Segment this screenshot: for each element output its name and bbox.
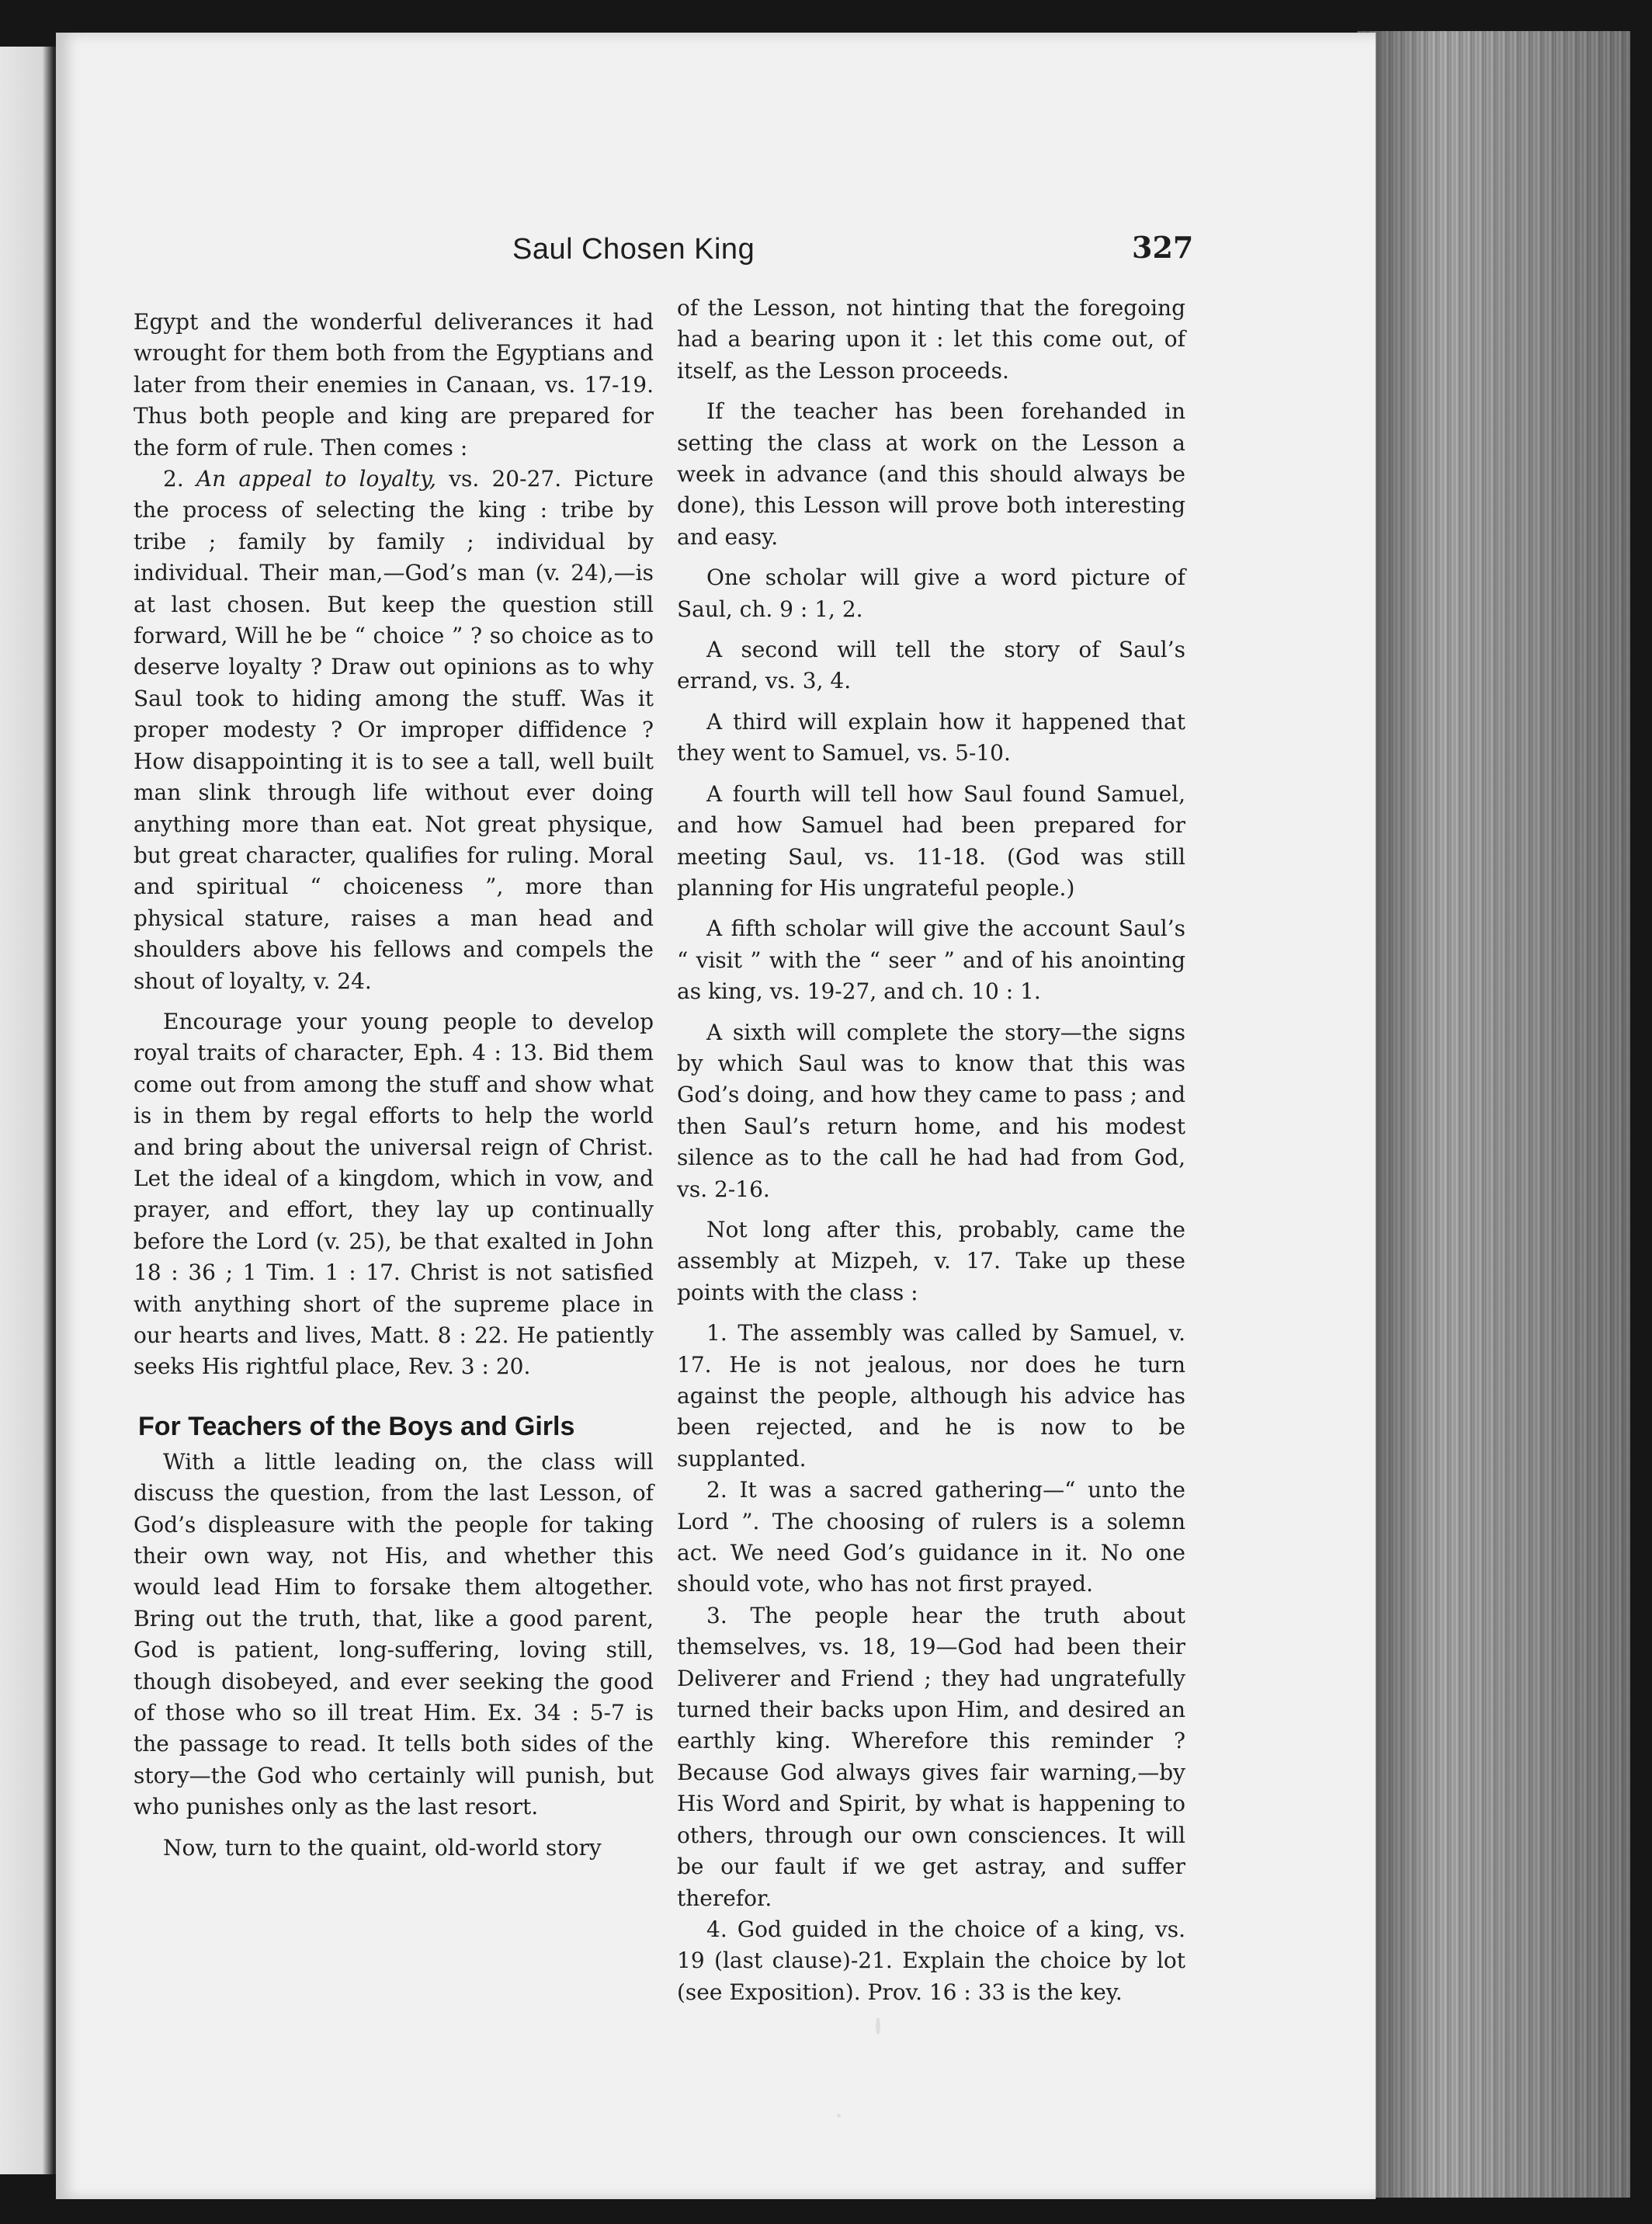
page-number: 327 (1132, 230, 1194, 265)
paragraph: A fifth scholar will give the account Saul’s “ visit ” with the “ seer ” and of his anointing as king, vs. 19-27, and ch. 10 : 1. (677, 916, 1185, 1005)
paragraph: A third will explain how it happened that they went to Samuel, vs. 5-10. (677, 708, 1185, 766)
paragraph: A fourth will tell how Saul found Samuel, and how Samuel had been prepared for meeting Saul, vs. 11-18. (God was still planning for His ungrateful people.) (677, 780, 1185, 901)
list-item: 4. God guided in the choice of a king, vs. 19 (last clause)-21. Explain the choice by lot (see Exposition). Prov. 16 : 33 is the key. (677, 1916, 1185, 2005)
paragraph-appeal-to-loyalty (134, 464, 654, 997)
paragraph: of the Lesson, not hinting that the foregoing had a bearing upon it : let this come out, of itself, as the Lesson proceeds. (677, 295, 1185, 384)
paragraph: One scholar will give a word picture of Saul, ch. 9 : 1, 2. (677, 565, 1185, 622)
paragraph-number: 2. (163, 466, 184, 492)
italic-phrase: An appeal to loyalty, (196, 466, 437, 492)
book-fore-edge (1357, 31, 1630, 2198)
paragraph-text: vs. 20-27. Picture the process of selecting the king : tribe by tribe ; family by family ; individual by individual. Their man,—God’s man (v. 24),—is at last chosen. But keep the question still forward, Will he be “ choice ” ? so choice as to deserve loyalty ? Draw out opinions as to why Saul took to hiding among the stuff. Was it proper modesty ? Or improper diffidence ? How disappointing it is to see a tall, well built man slink through life without ever doing anything more than eat. Not great physique, but great character, qualifies for ruling. Moral and spiritual “ choiceness ”, more than physical stature, raises a man head and shoulders above his fellows and compels the shout of loyalty, v. 24. (134, 466, 654, 994)
list-item: 2. It was a sacred gathering—“ unto the Lord ”. The choosing of rulers is a solemn act. We need God’s guidance in it. No one should vote, who has not first prayed. (677, 1477, 1185, 1597)
paragraph: With a little leading on, the class will discuss the question, from the last Lesson, of God’s displeasure with the people for taking their own way, not His, and whether this would lead Him to forsake them altogether. Bring out the truth, that, like a good parent, God is patient, long-suffering, loving still, though disobeyed, and ever seeking the good of those who so ill treat Him. Ex. 34 : 5-7 is the passage to read. It tells both sides of the story—the God who certainly will punish, but who punishes only as the last resort. (134, 1448, 654, 1820)
print-speck (876, 2017, 880, 2035)
section-heading: For Teachers of the Boys and Girls (138, 1411, 575, 1441)
paragraph: A sixth will complete the story—the signs by which Saul was to know that this was God’s doing, and how they came to pass ; and then Saul’s return home, and his modest silence as to the call he had had from God, vs. 2-16. (677, 1019, 1185, 1202)
right-column (677, 293, 1185, 2008)
paragraph: Egypt and the wonderful deliverances it had wrought for them both from the Egyptians and later from their enemies in Canaan, vs. 17-19. Thus both people and king are prepared for the form of rule. Then comes : (134, 309, 654, 460)
paragraph: If the teacher has been forehanded in setting the class at work on the Lesson a week in advance (and this should always be done), this Lesson will prove both interesting and easy. (677, 398, 1185, 550)
paragraph: A second will tell the story of Saul’s errand, vs. 3, 4. (677, 637, 1185, 694)
left-column (134, 307, 654, 1864)
running-title: Saul Chosen King (512, 233, 755, 266)
paragraph: Not long after this, probably, came the assembly at Mizpeh, v. 17. Take up these points with the class : (677, 1216, 1185, 1305)
paragraph: Encourage your young people to develop royal traits of character, Eph. 4 : 13. Bid them come out from among the stuff and show what is in them by regal efforts to help the world and bring about the universal reign of Christ. Let the ideal of a kingdom, which in vow, and prayer, and effort, they lay up continually before the Lord (v. 25), be that exalted in John 18 : 36 ; 1 Tim. 1 : 17. Christ is not satisfied with anything short of the supreme place in our hearts and lives, Matt. 8 : 22. He patiently seeks His rightful place, Rev. 3 : 20. (134, 1008, 654, 1380)
list-item: 3. The people hear the truth about themselves, vs. 18, 19—God had been their Deliverer and Friend ; they had ungratefully turned their backs upon Him, and desired an earthly king. Wherefore this reminder ? Because God always gives fair warning,—by His Word and Spirit, by what is happening to others, through our own consciences. It will be our fault if we get astray, and suffer therefor. (677, 1602, 1185, 1911)
list-item: 1. The assembly was called by Samuel, v. 17. He is not jealous, nor does he turn against the people, although his advice has been rejected, and he is now to be supplanted. (677, 1320, 1185, 1472)
paragraph: Now, turn to the quaint, old-world story (163, 1834, 602, 1861)
print-speck (837, 2114, 841, 2118)
facing-page-edge (0, 47, 61, 2174)
